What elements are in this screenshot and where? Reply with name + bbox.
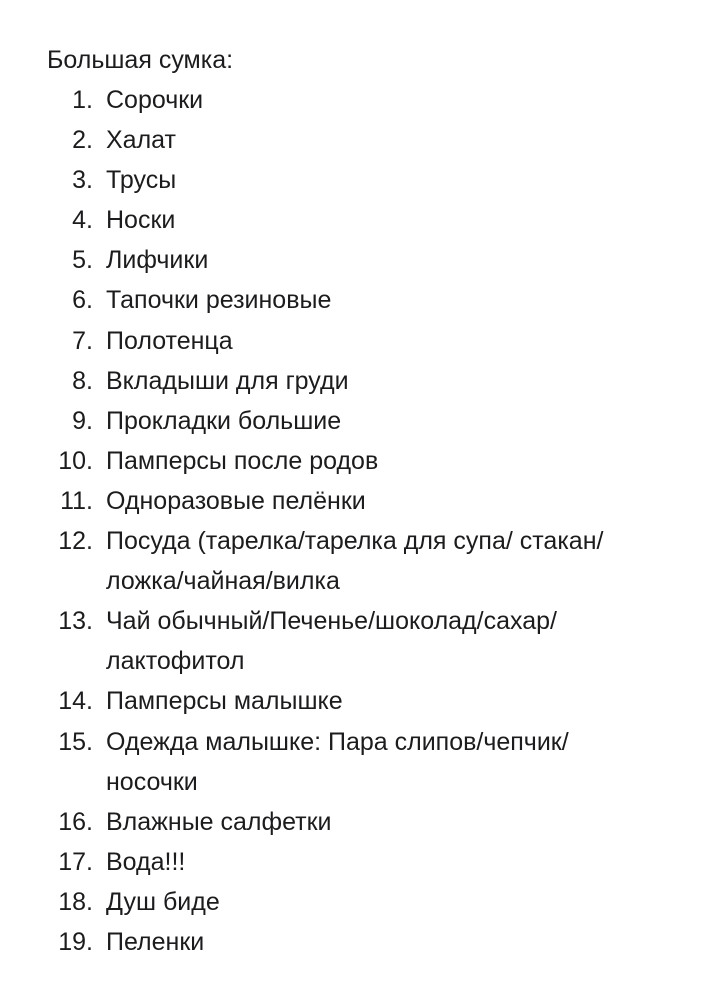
item-number: 9. <box>72 406 93 435</box>
list-item <box>47 240 687 280</box>
item-text: Влажные салфетки <box>106 807 332 836</box>
item-text: Посуда (тарелка/тарелка для супа/ стакан/ложка/чайная/вилка <box>106 527 604 596</box>
item-number: 12. <box>58 527 93 556</box>
list-item <box>47 200 687 240</box>
list-item <box>47 681 687 721</box>
item-text: Трусы <box>106 166 177 195</box>
item-text: Одноразовые пелёнки <box>106 486 366 515</box>
list-item <box>47 321 687 361</box>
note-heading: Большая сумка: <box>47 46 234 74</box>
item-number: 5. <box>72 246 93 275</box>
item-number: 3. <box>72 166 93 195</box>
item-text: Чай обычный/Печенье/шоколад/сахар/ лактофитол <box>106 607 557 676</box>
item-number: 14. <box>58 687 93 716</box>
item-text: Душ биде <box>106 887 220 916</box>
item-number: 13. <box>58 607 93 636</box>
item-text: Пеленки <box>106 927 205 956</box>
list-item <box>47 922 687 962</box>
item-text: Сорочки <box>106 86 204 114</box>
item-number: 16. <box>58 807 93 836</box>
item-text: Вода!!! <box>106 847 186 876</box>
item-number: 8. <box>72 366 93 395</box>
item-text: Полотенца <box>106 326 233 355</box>
list-item <box>47 441 687 481</box>
list-item <box>47 722 687 802</box>
note-body <box>47 40 687 962</box>
list-item <box>47 802 687 842</box>
item-number: 11. <box>60 486 93 515</box>
list-item <box>47 120 687 160</box>
item-text: Тапочки резиновые <box>106 286 332 315</box>
item-text: Халат <box>106 126 176 155</box>
item-text: Носки <box>106 206 176 235</box>
item-number: 18. <box>58 887 93 916</box>
item-number: 6. <box>72 286 93 315</box>
list-item <box>47 882 687 922</box>
list-item <box>47 601 687 681</box>
list-item <box>47 361 687 401</box>
item-text: Прокладки большие <box>106 406 342 435</box>
list-item <box>47 842 687 882</box>
item-number: 19. <box>58 927 93 956</box>
item-number: 1. <box>72 86 93 114</box>
item-text: Одежда малышке: Пара слипов/чепчик/ носочки <box>106 727 569 796</box>
item-text: Лифчики <box>106 246 209 275</box>
item-text: Вкладыши для груди <box>106 366 349 395</box>
item-text: Памперсы малышке <box>106 687 343 716</box>
checklist <box>47 80 687 962</box>
item-number: 17. <box>58 847 93 876</box>
list-item <box>47 280 687 320</box>
item-number: 10. <box>58 446 93 475</box>
item-number: 15. <box>58 727 93 756</box>
item-number: 2. <box>72 126 93 155</box>
list-item <box>47 80 687 120</box>
item-text: Памперсы после родов <box>106 446 379 475</box>
item-number: 4. <box>72 206 93 235</box>
list-item <box>47 481 687 521</box>
list-item <box>47 521 687 601</box>
item-number: 7. <box>72 326 93 355</box>
list-item <box>47 401 687 441</box>
list-item <box>47 160 687 200</box>
